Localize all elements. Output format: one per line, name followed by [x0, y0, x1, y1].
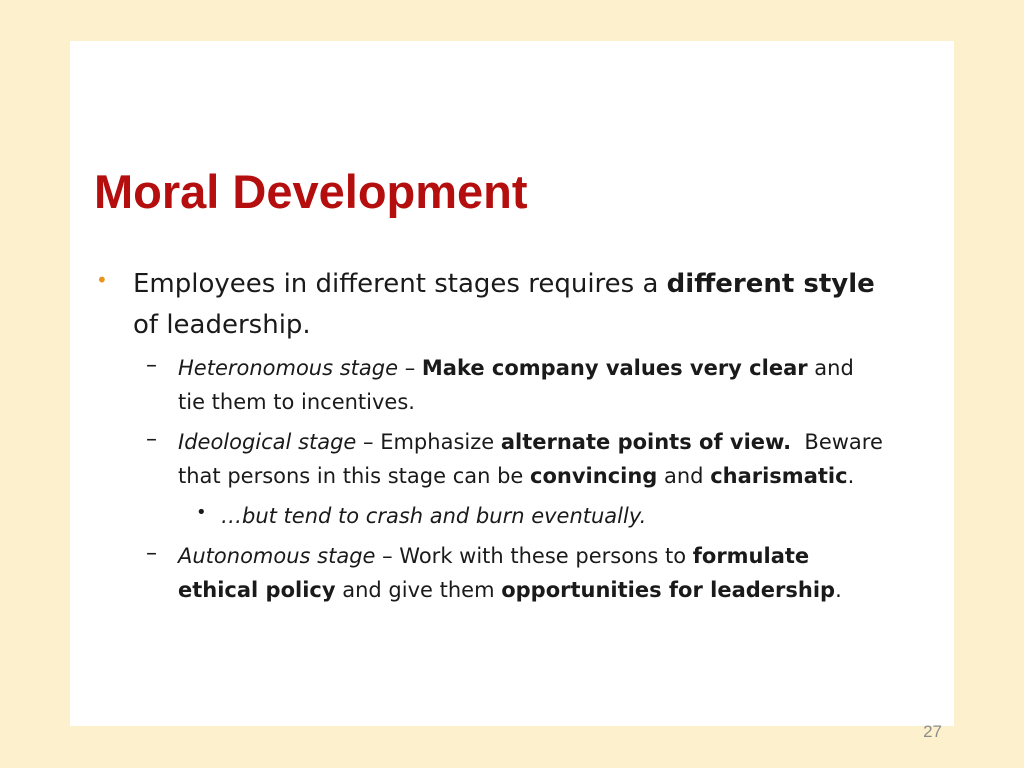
- text: and: [657, 464, 711, 488]
- dash-bullet-icon: –: [146, 427, 157, 452]
- bullet-main-line2: of leadership.: [133, 310, 311, 340]
- text: .: [835, 578, 842, 602]
- bullet-main-bold: different style: [666, 269, 875, 299]
- text: – Work with these persons to: [375, 544, 693, 568]
- slide-title: Moral Development: [94, 165, 528, 218]
- sub-ideological-line1: [178, 429, 883, 455]
- sub-ideological-note: [221, 503, 646, 529]
- text: Beware: [791, 430, 883, 454]
- bullet-main-line1: [133, 269, 875, 299]
- note-text: …but tend to crash and burn eventually.: [221, 504, 647, 528]
- sub-heteronomous-line1: [178, 355, 854, 381]
- sub-heteronomous-line2: tie them to incentives.: [178, 390, 415, 414]
- emphasis: alternate points of view.: [500, 430, 792, 454]
- text: .: [847, 464, 855, 488]
- text: and give them: [335, 578, 502, 602]
- emphasis: formulate: [692, 544, 810, 568]
- dash-bullet-icon: –: [146, 353, 157, 378]
- stage-name: Ideological stage: [178, 430, 357, 454]
- stage-name: Heteronomous stage: [178, 356, 399, 380]
- stage-name: Autonomous stage: [178, 544, 376, 568]
- sub-bullet-dot-icon: •: [196, 502, 207, 523]
- text: and: [807, 356, 854, 380]
- bullet-dot-icon: •: [96, 268, 108, 292]
- text: – Emphasize: [356, 430, 501, 454]
- dash-bullet-icon: –: [146, 541, 157, 566]
- sub-autonomous-line1: [178, 543, 809, 569]
- emphasis: charismatic: [710, 464, 848, 488]
- emphasis: opportunities for leadership: [501, 578, 836, 602]
- emphasis: Make company values very clear: [421, 356, 808, 380]
- bullet-main-text: Employees in different stages requires a: [133, 269, 667, 299]
- emphasis: convincing: [530, 464, 658, 488]
- page-number: 27: [923, 722, 942, 741]
- text: that persons in this stage can be: [178, 464, 531, 488]
- separator: –: [398, 356, 422, 380]
- emphasis: ethical policy: [178, 578, 336, 602]
- sub-autonomous-line2: [178, 577, 842, 603]
- sub-ideological-line2: [178, 463, 854, 489]
